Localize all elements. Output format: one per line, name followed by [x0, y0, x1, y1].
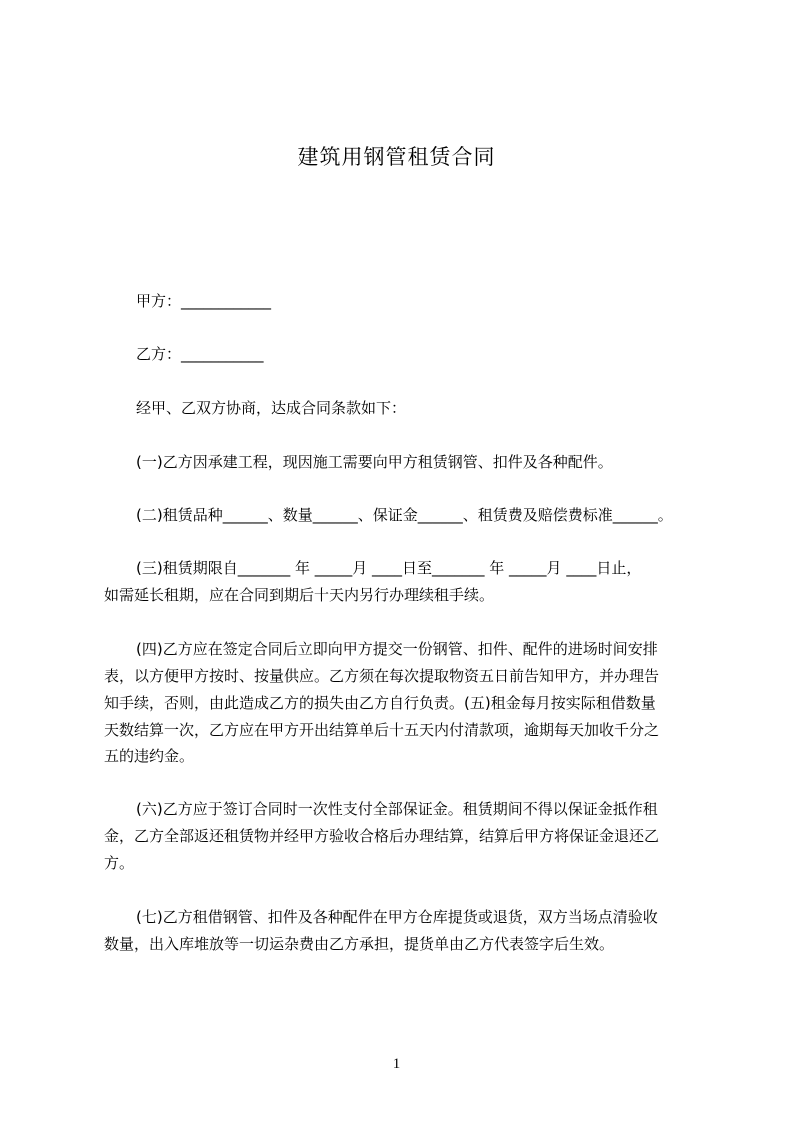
page-number: 1: [392, 1056, 401, 1072]
clause-6-line-3: 方。: [104, 854, 135, 872]
party-b-line: 乙方：___________: [136, 345, 264, 363]
clause-7-line-2: 数量，出入库堆放等一切运杂费由乙方承担，提货单由乙方代表签字后生效。: [104, 935, 615, 953]
clause-6-line-1: (六)乙方应于签订合同时一次性支付全部保证金。租赁期间不得以保证金抵作租: [136, 800, 658, 818]
clause-4-line-1: (四)乙方应在签定合同后立即向甲方提交一份钢管、扣件、配件的进场时间安排: [136, 640, 658, 658]
clause-3-line-1: (三)租赁期限自_______ 年 _____月 ____日至_______ 年 _____月 ____日止，: [136, 559, 642, 577]
clause-4-line-3: 知手续，否则，由此造成乙方的损失由乙方自行负责。(五)租金每月按实际租借数量: [104, 694, 656, 712]
document-title: 建筑用钢管租赁合同: [297, 145, 496, 169]
clause-4-line-2: 表，以方便甲方按时、按量供应。乙方须在每次提取物资五日前告知甲方，并办理告: [104, 667, 660, 685]
clause-4-line-5: 五的违约金。: [104, 747, 195, 765]
clause-3-line-2: 如需延长租期，应在合同到期后十天内另行办理续租手续。: [104, 586, 495, 604]
clause-2: (二)租赁品种______、数量______、保证金______、租赁费及赔偿费标准______。: [136, 506, 673, 524]
clause-4-line-4: 天数结算一次，乙方应在甲方开出结算单后十五天内付清款项，逾期每天加收千分之: [104, 721, 660, 739]
clause-1: (一)乙方因承建工程，现因施工需要向甲方租赁钢管、扣件及各种配件。: [136, 453, 613, 471]
party-a-line: 甲方：____________: [136, 292, 272, 310]
clause-6-line-2: 金，乙方全部返还租赁物并经甲方验收合格后办理结算，结算后甲方将保证金退还乙: [104, 827, 660, 845]
clause-7-line-1: (七)乙方租借钢管、扣件及各种配件在甲方仓库提货或退货，双方当场点清验收: [136, 908, 658, 926]
intro-line: 经甲、乙双方协商，达成合同条款如下：: [136, 399, 407, 417]
